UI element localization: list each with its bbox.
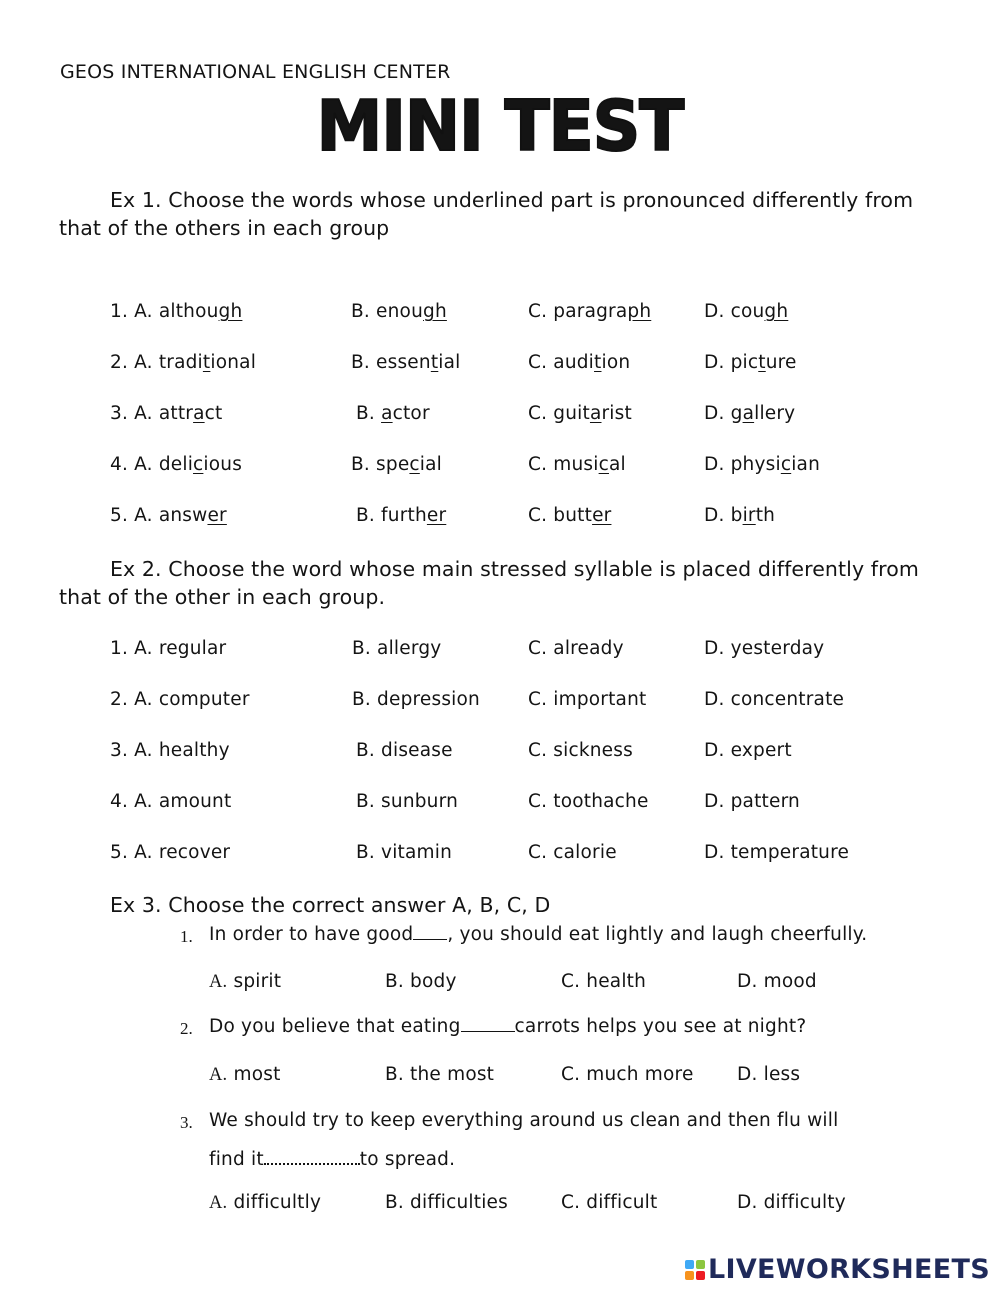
option-text: B. furth	[356, 505, 427, 526]
ex1-q5-option-d	[704, 505, 775, 526]
underlined-part: ph	[627, 301, 652, 322]
underlined-part: c	[598, 454, 609, 475]
answer-blank[interactable]	[264, 1163, 360, 1165]
ex1-q2-option-b	[351, 352, 461, 373]
option-text-rest: ct	[204, 403, 223, 424]
underlined-part: a	[589, 403, 602, 424]
underlined-part: t	[202, 352, 211, 373]
ex1-q5-option-a	[110, 505, 227, 526]
center-name: GEOS INTERNATIONAL ENGLISH CENTER	[60, 61, 451, 83]
ex2-q1-option-b: B. allergy	[352, 638, 442, 659]
option-text-rest: ion	[601, 352, 631, 373]
option-text: D. pic	[704, 352, 759, 373]
ex2-q5-option-d: D. temperature	[704, 842, 850, 863]
option-text: C. butt	[528, 505, 593, 526]
underlined-part: c	[409, 454, 420, 475]
ex1-q4-option-b	[351, 454, 442, 475]
option-letter: A.	[209, 1065, 228, 1085]
option-text-rest: ional	[210, 352, 257, 373]
ex2-q3-option-c: C. sickness	[528, 740, 633, 761]
underlined-part: c	[193, 454, 204, 475]
ex3-q1-text	[209, 924, 867, 945]
ex2-q5-option-a: 5. A. recover	[110, 842, 231, 863]
underlined-part: t	[758, 352, 766, 373]
ex3-q1-option-c: C. health	[561, 971, 647, 992]
ex1-q5-option-c	[528, 505, 611, 526]
underlined-part: er	[426, 505, 447, 526]
ex2-instruction: Ex 2. Choose the word whose main stressed syllable is placed differently from that of the other in each group.	[59, 557, 919, 609]
ex3-q2-option-d: D. less	[737, 1064, 801, 1085]
ex1-q1-option-b	[351, 301, 447, 322]
page-title: MINI TEST	[316, 86, 684, 167]
ex3-q3-text-after: to spread.	[359, 1149, 456, 1170]
option-text-rest: ure	[765, 352, 797, 373]
ex1-q2-option-c	[528, 352, 630, 373]
ex2-q2-option-a: 2. A. computer	[110, 689, 250, 710]
option-text: C. musi	[528, 454, 599, 475]
ex1-q1-option-c	[528, 301, 651, 322]
ex3-q1-text-after: , you should eat lightly and laugh cheerfully.	[447, 924, 868, 945]
ex1-q2-option-d	[704, 352, 797, 373]
underlined-part: gh	[764, 301, 789, 322]
logo-square	[696, 1260, 705, 1269]
ex3-q2-text-before: Do you believe that eating	[209, 1016, 461, 1037]
ex3-q3-option-a	[209, 1192, 321, 1214]
option-text: 1. A. althou	[110, 301, 219, 322]
ex2-q4-option-c: C. toothache	[528, 791, 649, 812]
ex3-q3-text	[209, 1149, 455, 1170]
ex2-q4-option-d: D. pattern	[704, 791, 800, 812]
ex3-q1-option-a	[209, 971, 281, 993]
ex1-q4-option-d	[704, 454, 820, 475]
ex1-instruction: Ex 1. Choose the words whose underlined part is pronounced differently from that of the others in each group	[59, 188, 914, 240]
underlined-part: a	[193, 403, 205, 424]
ex1-q3-option-a	[110, 403, 222, 424]
ex3-q2-option-b: B. the most	[385, 1064, 495, 1085]
option-text-rest: ctor	[392, 403, 430, 424]
option-text: D. g	[704, 403, 743, 424]
underlined-part: gh	[423, 301, 447, 322]
option-text: C. guit	[528, 403, 590, 424]
ex3-q1-option-b: B. body	[385, 971, 457, 992]
option-text-rest: ial	[438, 352, 461, 373]
answer-blank[interactable]	[461, 1030, 515, 1032]
option-text: 4. A. deli	[110, 454, 194, 475]
option-text: D. cou	[704, 301, 765, 322]
ex2-q5-option-c: C. calorie	[528, 842, 617, 863]
underlined-part: gh	[218, 301, 243, 322]
option-letter: A.	[209, 1193, 228, 1213]
underlined-part: ir	[742, 505, 756, 526]
option-text-rest: th	[755, 505, 776, 526]
ex3-instruction: Ex 3. Choose the correct answer A, B, C, D	[110, 893, 551, 917]
option-text: spirit	[233, 971, 282, 992]
ex3-q2-option-a	[209, 1064, 281, 1086]
ex1-q3-option-d	[704, 403, 795, 424]
ex3-q3-line1: We should try to keep everything around us clean and then flu will	[209, 1110, 839, 1131]
ex2-q4-option-b: B. sunburn	[356, 791, 459, 812]
ex2-q3-option-d: D. expert	[704, 740, 792, 761]
ex1-q1-option-d	[704, 301, 788, 322]
ex3-q2-option-c: C. much more	[561, 1064, 694, 1085]
ex3-q3-option-b: B. difficulties	[385, 1192, 508, 1213]
underlined-part: t	[430, 352, 439, 373]
ex1-q1-option-a	[110, 301, 242, 322]
ex3-q1-text-before: In order to have good	[209, 924, 414, 945]
underlined-part: t	[594, 352, 602, 373]
ex1-q2-option-a	[110, 352, 256, 373]
option-text: 2. A. tradi	[110, 352, 203, 373]
option-text: most	[233, 1064, 281, 1085]
liveworksheets-logo-icon	[685, 1260, 705, 1280]
underlined-part: a	[381, 403, 393, 424]
option-text-rest: ial	[419, 454, 443, 475]
ex3-q2-text	[209, 1016, 806, 1037]
ex1-q3-option-b	[356, 403, 430, 424]
liveworksheets-logo-text: LIVEWORKSHEETS	[707, 1254, 990, 1285]
option-text: D. physi	[704, 454, 781, 475]
ex3-q3-option-c: C. difficult	[561, 1192, 658, 1213]
option-text: C. audi	[528, 352, 595, 373]
ex3-q1-number: 1.	[180, 927, 193, 946]
ex2-q3-option-a: 3. A. healthy	[110, 740, 230, 761]
option-text: C. paragra	[528, 301, 628, 322]
ex2-q2-option-b: B. depression	[352, 689, 480, 710]
option-text: 5. A. answ	[110, 505, 208, 526]
ex1-q4-option-c	[528, 454, 626, 475]
ex3-q3-number: 3.	[180, 1113, 193, 1132]
ex3-q2-text-after: carrots helps you see at night?	[514, 1016, 807, 1037]
ex3-q3-text-before: find it	[209, 1149, 264, 1170]
liveworksheets-logo[interactable]	[685, 1254, 990, 1285]
option-text-rest: llery	[754, 403, 796, 424]
logo-square	[696, 1271, 705, 1280]
option-text: B. enou	[351, 301, 424, 322]
answer-blank[interactable]	[413, 938, 447, 940]
ex2-q1-option-d: D. yesterday	[704, 638, 825, 659]
option-text-rest: ian	[791, 454, 820, 475]
underlined-part: a	[742, 403, 755, 424]
ex2-q4-option-a: 4. A. amount	[110, 791, 232, 812]
option-text: B. essen	[351, 352, 431, 373]
option-text-rest: al	[608, 454, 626, 475]
ex3-q1-option-d: D. mood	[737, 971, 817, 992]
option-text: B. spe	[351, 454, 410, 475]
ex2-q1-option-c: C. already	[528, 638, 624, 659]
option-text: B.	[356, 403, 382, 424]
ex2-q3-option-b: B. disease	[356, 740, 453, 761]
underlined-part: er	[592, 505, 612, 526]
ex1-q3-option-c	[528, 403, 632, 424]
underlined-part: er	[207, 505, 227, 526]
underlined-part: c	[780, 454, 792, 475]
ex3-q3-option-d: D. difficulty	[737, 1192, 846, 1213]
ex2-q5-option-b: B. vitamin	[356, 842, 453, 863]
ex2-q2-option-d: D. concentrate	[704, 689, 845, 710]
option-text: difficultly	[233, 1192, 322, 1213]
option-text-rest: ious	[203, 454, 243, 475]
option-text: D. b	[704, 505, 743, 526]
ex1-q4-option-a	[110, 454, 242, 475]
option-text-rest: rist	[601, 403, 632, 424]
ex3-q2-number: 2.	[180, 1019, 193, 1038]
option-text: 3. A. attr	[110, 403, 194, 424]
logo-square	[685, 1260, 694, 1269]
ex1-q5-option-b	[356, 505, 446, 526]
logo-square	[685, 1271, 694, 1280]
ex2-q2-option-c: C. important	[528, 689, 647, 710]
option-letter: A.	[209, 972, 228, 992]
ex2-q1-option-a: 1. A. regular	[110, 638, 227, 659]
